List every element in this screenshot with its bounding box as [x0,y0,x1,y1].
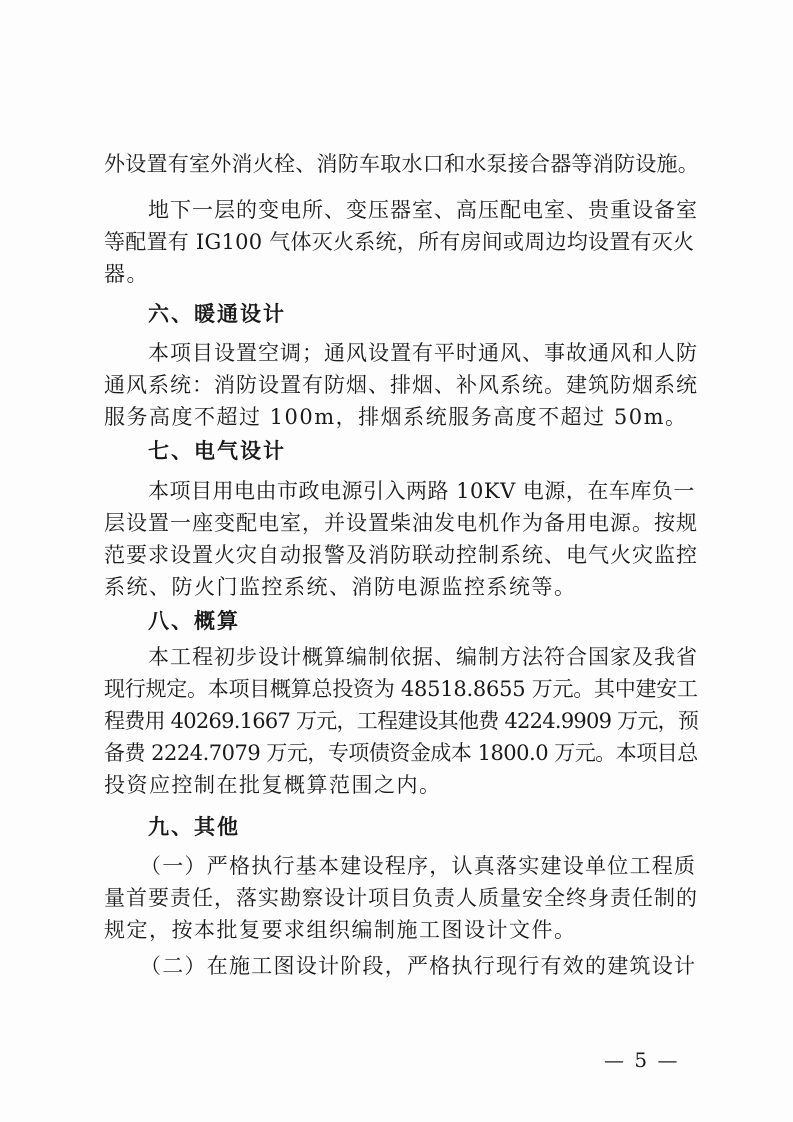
section-heading: 六、暖通设计 [148,302,286,326]
body-line: 程费用 40269.1667 万元，工程建设其他费 4224.9909 万元，预 [104,709,699,733]
page-number: — 5 — [604,1048,680,1072]
body-line: （一）严格执行基本建设程序，认真落实建设单位工程质 [140,854,697,878]
body-line: 范要求设置火灾自动报警及消防联动控制系统、电气火灾监控 [104,543,698,567]
body-line: 系统、防火门监控系统、消防电源监控系统等。 [104,575,577,599]
body-line: 层设置一座变配电室，并设置柴油发电机作为备用电源。按规 [104,511,698,535]
body-line: 本项目设置空调；通风设置有平时通风、事故通风和人防 [148,341,698,365]
body-line: 投资应控制在批复概算范围之内。 [104,773,442,797]
section-heading: 七、电气设计 [148,439,286,463]
body-line: 量首要责任，落实勘察设计项目负责人质量安全终身责任制的 [104,886,698,910]
body-line: 外设置有室外消火栓、消防车取水口和水泵接合器等消防设施。 [104,152,699,176]
body-line: （二）在施工图设计阶段，严格执行现行有效的建筑设计 [140,954,697,978]
body-line: 现行规定。本项目概算总投资为 48518.8655 万元。其中建安工 [104,677,698,701]
body-line: 地下一层的变电所、变压器室、高压配电室、贵重设备室 [148,198,698,222]
body-line: 本项目用电由市政电源引入两路 10KV 电源，在车库负一 [148,479,695,503]
body-line: 备费 2224.7079 万元，专项债资金成本 1800.0 万元。本项目总 [104,741,698,765]
section-heading: 八、概算 [148,609,240,633]
body-line: 等配置有 IG100 气体灭火系统，所有房间或周边均设置有灭火 [104,230,695,254]
body-line: 本工程初步设计概算编制依据、编制方法符合国家及我省 [148,645,698,669]
body-line: 通风系统：消防设置有防烟、排烟、补风系统。建筑防烟系统 [104,373,698,397]
section-heading: 九、其他 [148,815,240,839]
body-line: 器。 [104,262,149,286]
body-line: 服务高度不超过 100m，排烟系统服务高度不超过 50m。 [104,405,688,429]
body-line: 规定，按本批复要求组织编制施工图设计文件。 [104,918,577,942]
